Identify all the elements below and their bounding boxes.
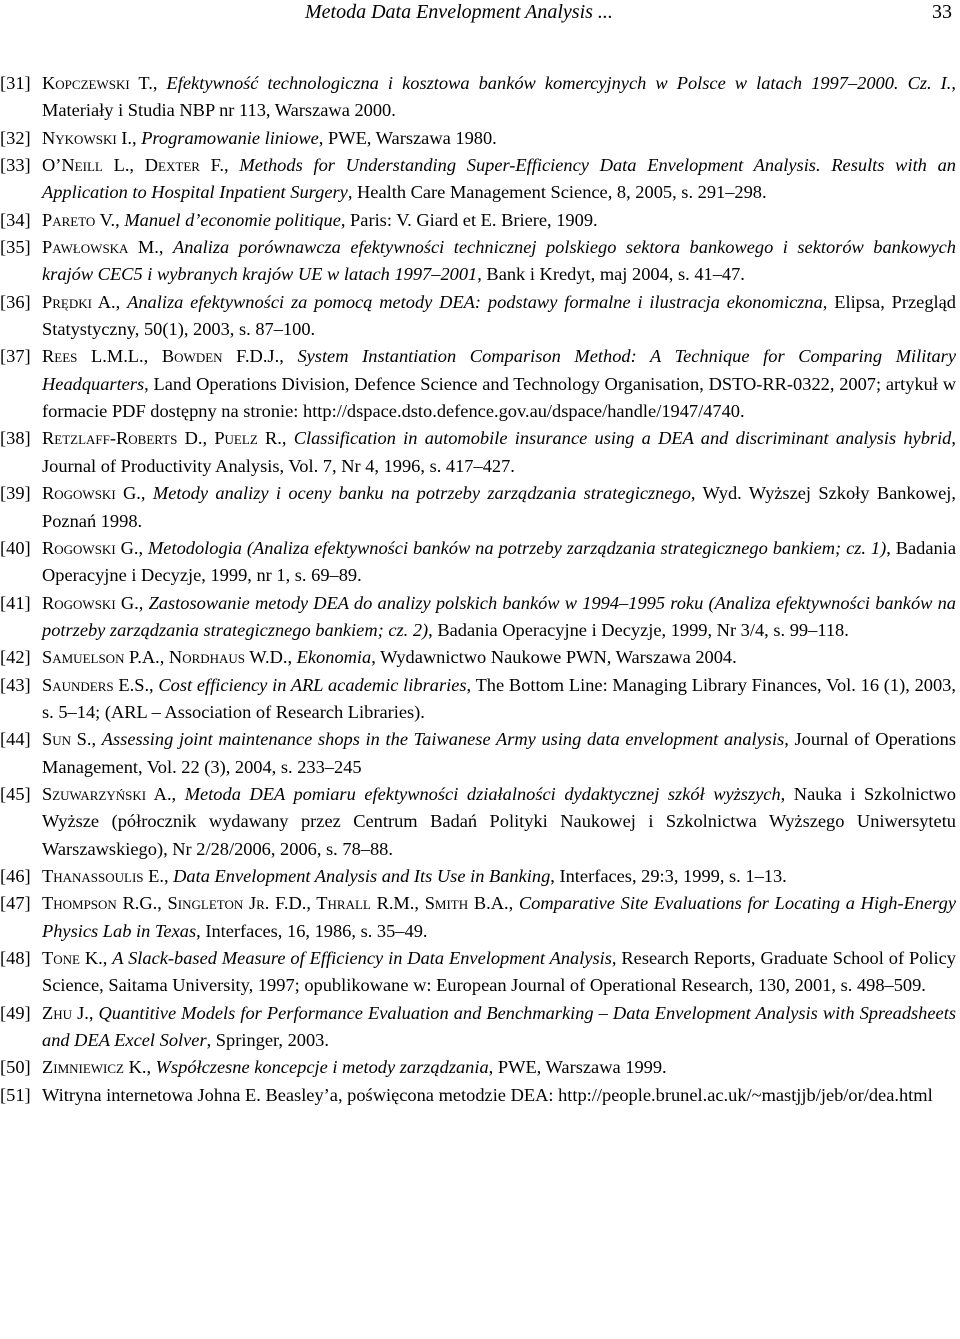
- reference-item: [0, 781, 956, 863]
- reference-authors: Saunders E.S.: [42, 674, 150, 695]
- reference-item: [0, 590, 956, 645]
- reference-authors: Rogowski G.: [42, 592, 139, 613]
- reference-title: Classification in automobile insurance using a DEA and discriminant analysis hybrid: [293, 428, 952, 449]
- reference-authors: Sun S.: [42, 729, 92, 750]
- reference-authors: Rees L.M.L., Bowden F.D.J.: [42, 346, 280, 367]
- reference-authors: Rogowski G.: [42, 537, 139, 558]
- reference-number: [45]: [0, 783, 31, 804]
- reference-authors: Pawłowska M.: [42, 237, 159, 258]
- reference-details: , Wyd. Wyższej Szkoły Bankowej, Poznań 1998.: [42, 483, 956, 531]
- reference-details: , Interfaces, 16, 1986, s. 35–49.: [196, 920, 428, 941]
- reference-details: , Research Reports, Graduate School of Policy Science, Saitama University, 1997; opublikowane w: European Journal of Operational Research, 130, 2001, s. 498–509.: [42, 948, 956, 996]
- reference-number: [37]: [0, 346, 31, 367]
- reference-title: Metody analizy i oceny banku na potrzeby zarządzania strategicznego: [152, 483, 691, 504]
- reference-details: , Materiały i Studia NBP nr 113, Warszawa 2000.: [42, 73, 957, 121]
- page-header: [0, 0, 960, 28]
- reference-item: [0, 945, 956, 1000]
- page-number: 33: [932, 1, 952, 23]
- reference-number: [36]: [0, 291, 31, 312]
- reference-separator: ,: [138, 592, 149, 613]
- reference-number: [51]: [0, 1084, 31, 1105]
- reference-separator: ,: [88, 1002, 99, 1023]
- reference-item: [0, 1054, 956, 1081]
- reference-item: [0, 152, 956, 207]
- reference-number: [42]: [0, 647, 31, 668]
- reference-title: Analiza efektywności za pomocą metody DEA: podstawy formalne i ilustracja ekonomiczna: [127, 291, 823, 312]
- reference-authors: Prędki A.: [42, 291, 116, 312]
- reference-authors: Thompson R.G., Singleton Jr. F.D., Thrall R.M., Smith B.A.: [42, 893, 509, 914]
- reference-number: [48]: [0, 948, 31, 968]
- reference-authors: Samuelson P.A., Nordhaus W.D.: [42, 647, 288, 668]
- reference-details: , Interfaces, 29:3, 1999, s. 1–13.: [550, 865, 787, 886]
- reference-details: , Bank i Kredyt, maj 2004, s. 41–47.: [477, 264, 745, 285]
- reference-separator: ,: [91, 729, 102, 750]
- reference-number: [50]: [0, 1057, 31, 1078]
- reference-separator: ,: [115, 209, 125, 230]
- reference-item: [0, 1082, 956, 1109]
- reference-number: [33]: [0, 155, 31, 176]
- reference-separator: ,: [287, 647, 297, 668]
- reference-authors: Thanassoulis E.: [42, 865, 164, 886]
- reference-list: [0, 70, 956, 1109]
- reference-title: Comparative Site Evaluations for Locating a High-Energy Physics Lab in Texas: [42, 893, 956, 941]
- reference-separator: ,: [140, 483, 153, 504]
- reference-number: [34]: [0, 209, 31, 230]
- reference-title: Ekonomia: [296, 647, 372, 668]
- reference-title: Metodologia (Analiza efektywności banków na potrzeby zarządzania strategicznego bankiem; cz. 1): [147, 537, 887, 558]
- reference-item: [0, 1000, 956, 1055]
- reference-details: , Springer, 2003.: [206, 1030, 329, 1051]
- reference-title: Efektywność technologiczna i kosztowa banków komercyjnych w Polsce w latach 1997–2000. Cz. I.: [166, 73, 952, 93]
- reference-authors: Zhu J.: [42, 1002, 89, 1023]
- reference-authors: Zimniewicz K.: [42, 1057, 147, 1078]
- reference-number: [32]: [0, 127, 31, 148]
- reference-item: [0, 425, 956, 480]
- reference-separator: ,: [152, 73, 167, 93]
- reference-item: [0, 890, 956, 945]
- reference-details: , Paris: V. Giard et E. Briere, 1909.: [340, 209, 598, 230]
- reference-separator: ,: [131, 127, 142, 148]
- reference-item: [0, 289, 956, 344]
- reference-number: [38]: [0, 428, 31, 449]
- reference-details: , Badania Operacyjne i Decyzje, 1999, Nr 3/4, s. 99–118.: [428, 619, 849, 640]
- reference-details: , The Bottom Line: Managing Library Finances, Vol. 16 (1), 2003, s. 5–14; (ARL – Association of Research Libraries).: [42, 674, 956, 722]
- reference-number: [43]: [0, 674, 31, 695]
- reference-title: Zastosowanie metody DEA do analizy polskich banków w 1994–1995 roku (Analiza efektywności banków na potrzeby zarządzania strategicznego bankiem; cz. 2): [42, 592, 957, 640]
- reference-title: Manuel d’economie politique: [124, 209, 341, 230]
- reference-title: Metoda DEA pomiaru efektywności działalności dydaktycznej szkół wyższych: [184, 783, 781, 804]
- reference-item: [0, 644, 956, 671]
- reference-item: [0, 234, 956, 289]
- reference-details: , Health Care Management Science, 8, 2005, s. 291–298.: [347, 182, 767, 203]
- reference-separator: ,: [146, 1057, 156, 1078]
- reference-details: , Badania Operacyjne i Decyzje, 1999, nr 1, s. 69–89.: [42, 537, 957, 586]
- reference-title: Quantitive Models for Performance Evaluation and Benchmarking – Data Envelopment Analysis with Spreadsheets and DEA Excel Solver: [42, 1002, 956, 1051]
- reference-details: , PWE, Warszawa 1980.: [318, 127, 497, 148]
- reference-details: Witryna internetowa Johna E. Beasley’a, poświęcona metodzie DEA: http://people.brunel.ac.uk/~mastjjb/jeb/or/dea.html: [42, 1084, 933, 1105]
- reference-title: Assessing joint maintenance shops in the Taiwanese Army using data envelopment analysis: [101, 729, 785, 750]
- reference-number: [35]: [0, 237, 31, 258]
- reference-item: [0, 726, 956, 781]
- reference-title: Methods for Understanding Super-Efficiency Data Envelopment Analysis. Results with an Application to Hospital Inpatient Surgery: [42, 155, 957, 203]
- reference-separator: ,: [149, 674, 159, 695]
- reference-title: Współczesne koncepcje i metody zarządzania: [155, 1057, 489, 1078]
- reference-item: [0, 343, 956, 425]
- reference-separator: ,: [508, 893, 519, 914]
- reference-separator: ,: [102, 948, 113, 968]
- reference-number: [46]: [0, 865, 31, 886]
- reference-number: [49]: [0, 1002, 31, 1023]
- running-title: Metoda Data Envelopment Analysis ...: [305, 1, 613, 23]
- reference-item: [0, 125, 956, 152]
- reference-separator: ,: [115, 291, 128, 312]
- reference-item: [0, 207, 956, 234]
- reference-title: Analiza porównawcza efektywności technicznej polskiego sektora bankowego i sektorów bankowych krajów CEC5 i wybranych krajów UE w latach 1997–2001: [42, 237, 957, 285]
- reference-details: , Land Operations Division, Defence Science and Technology Organisation, DSTO-RR-0322, 2007; artykuł w formacie PDF dostępny na stronie: http://dspace.dsto.defence.gov.au/dspace/handle/1947/4740.: [42, 373, 956, 422]
- reference-authors: Pareto V.: [42, 209, 116, 230]
- reference-item: [0, 863, 956, 890]
- reference-details: , Journal of Productivity Analysis, Vol. 7, Nr 4, 1996, s. 417–427.: [42, 428, 956, 476]
- reference-title: System Instantiation Comparison Method: A Technique for Comparing Military Headquarters: [42, 346, 956, 394]
- reference-number: [40]: [0, 537, 31, 558]
- reference-separator: ,: [171, 783, 185, 804]
- reference-details: , Wydawnictwo Naukowe PWN, Warszawa 2004.: [371, 647, 737, 668]
- reference-title: Data Envelopment Analysis and Its Use in Banking: [173, 865, 551, 886]
- reference-details: , Journal of Operations Management, Vol. 22 (3), 2004, s. 233–245: [42, 729, 956, 777]
- reference-title: A Slack-based Measure of Efficiency in Data Envelopment Analysis: [112, 948, 612, 968]
- reference-authors: Tone K.: [42, 948, 103, 968]
- reference-details: , PWE, Warszawa 1999.: [488, 1057, 667, 1078]
- reference-authors: O’Neill L., Dexter F.: [42, 155, 225, 176]
- reference-item: [0, 535, 956, 590]
- reference-number: [39]: [0, 483, 31, 504]
- reference-item: [0, 70, 956, 125]
- reference-authors: Kopczewski T.: [42, 73, 153, 93]
- reference-item: [0, 672, 956, 727]
- reference-separator: ,: [224, 155, 240, 176]
- reference-number: [31]: [0, 73, 31, 93]
- reference-separator: ,: [281, 428, 294, 449]
- reference-separator: ,: [279, 346, 298, 367]
- reference-authors: Rogowski G.: [42, 483, 141, 504]
- reference-details: , Elipsa, Przegląd Statystyczny, 50(1), 2003, s. 87–100.: [42, 291, 956, 340]
- reference-number: [41]: [0, 592, 31, 613]
- reference-details: , Nauka i Szkolnictwo Wyższe (półrocznik wydawany przez Centrum Badań Polityki Naukowej i Szkolnictwa Wyższego Uniwersytetu Warszawskiego), Nr 2/28/2006, 2006, s. 78–88.: [42, 783, 956, 859]
- reference-authors: Nykowski I.: [42, 127, 132, 148]
- reference-title: Programowanie liniowe: [141, 127, 319, 148]
- reference-title: Cost efficiency in ARL academic libraries: [158, 674, 467, 695]
- reference-separator: ,: [163, 865, 174, 886]
- reference-number: [47]: [0, 893, 31, 914]
- reference-separator: ,: [158, 237, 173, 258]
- reference-separator: ,: [138, 537, 148, 558]
- reference-authors: Szuwarzyński A.: [42, 783, 172, 804]
- reference-authors: Retzlaff-Roberts D., Puelz R.: [42, 428, 282, 449]
- reference-item: [0, 480, 956, 535]
- reference-number: [44]: [0, 729, 31, 750]
